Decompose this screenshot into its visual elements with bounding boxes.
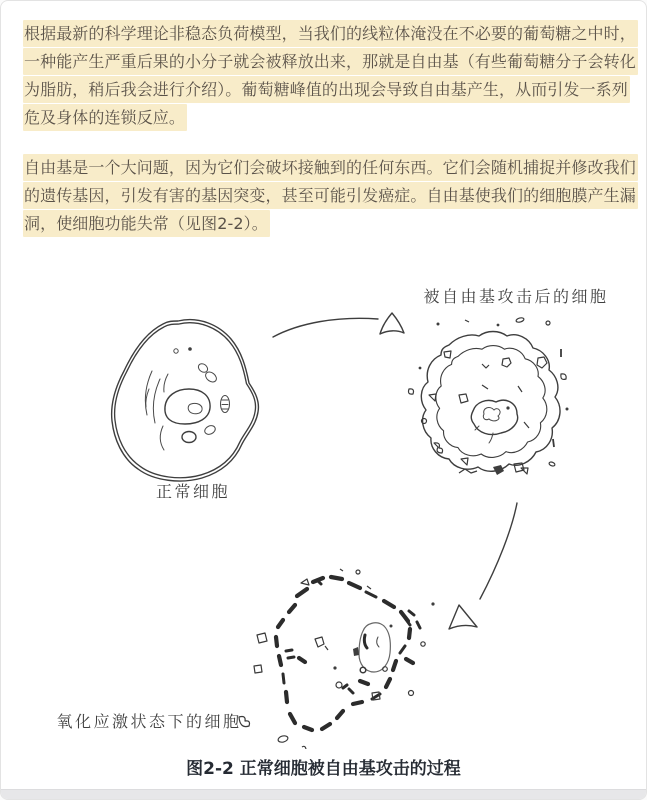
attacked-cell-drawing (409, 287, 609, 475)
highlighted-text[interactable]: 一种能产生严重后果的小分子就会被释放出来，那就是自由基（有些葡萄糖分子会转化 (23, 48, 638, 75)
attacked-cell-label: 被自由基攻击后的细胞 (423, 287, 609, 306)
footer-bar (1, 789, 646, 799)
figure-caption: 图2-2 正常细胞被自由基攻击的过程 (186, 759, 461, 779)
highlighted-text[interactable]: 危及身体的连锁反应。 (23, 104, 187, 131)
text-line (23, 182, 636, 210)
text-line (23, 20, 636, 48)
text-line (23, 210, 631, 238)
text-line (23, 76, 631, 104)
highlighted-text[interactable]: 为脂肪，稍后我会进行介绍）。葡萄糖峰值的出现会导致自由基产生，从而引发一系列 (23, 76, 630, 103)
normal-cell-drawing (112, 320, 259, 501)
normal-cell-label: 正常细胞 (155, 482, 231, 501)
highlighted-text[interactable]: 自由基是一个大问题，因为它们会破坏接触到的任何东西。它们会随机捕捉并修改我们 (23, 154, 638, 181)
highlighted-text[interactable]: 根据最新的科学理论非稳态负荷模型，当我们的线粒体淹没在不必要的葡萄糖之中时， (23, 20, 638, 47)
figure-2-2 (1, 271, 646, 789)
highlighted-text[interactable]: 的遗传基因，引发有害的基因突变，甚至可能引发癌症。自由基使我们的细胞膜产生漏 (23, 182, 638, 209)
figure-illustration (1, 271, 647, 749)
arrow-attacked-to-oxidative (449, 503, 517, 629)
paragraph-1 (23, 20, 636, 132)
text-line (23, 154, 636, 182)
page-content (1, 1, 646, 238)
oxidative-cell-label: 氧化应激状态下的细胞 (56, 712, 242, 731)
oxidative-cell-drawing (56, 569, 434, 749)
paragraph-2 (23, 154, 636, 238)
highlighted-text[interactable]: 洞，使细胞功能失常（见图2-2）。 (23, 210, 270, 237)
text-line (23, 104, 631, 132)
text-line (23, 48, 636, 76)
arrow-normal-to-attacked (273, 313, 404, 337)
